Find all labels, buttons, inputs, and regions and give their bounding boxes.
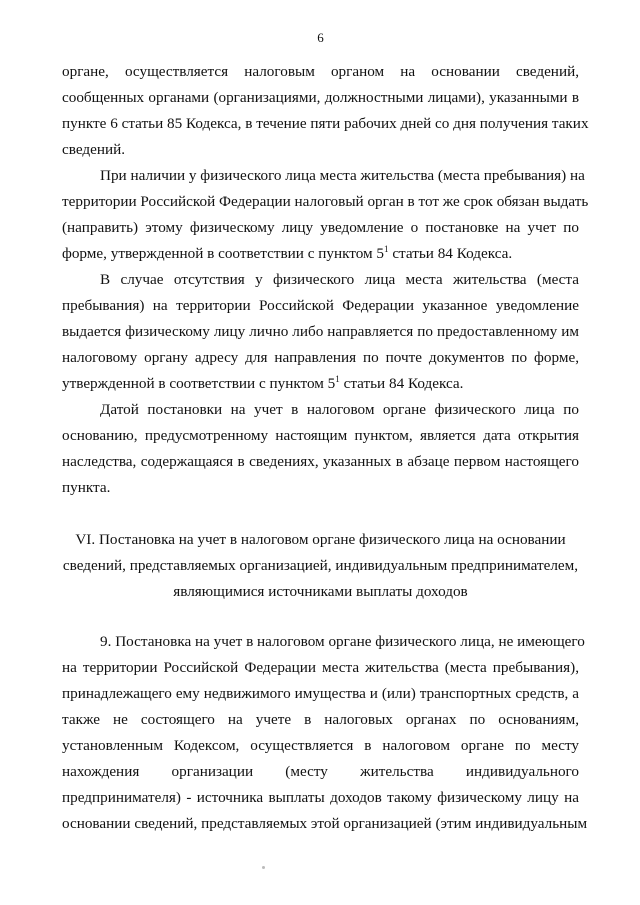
text-fragment: форме, утвержденной в соответствии с пунктом 5: [62, 245, 385, 262]
text-line: нахождения организации (месту жительства индивидуального: [62, 763, 579, 780]
text-line: на территории Российской Федерации места жительства (места пребывания),: [62, 659, 579, 676]
heading-line: сведений, представляемых организацией, индивидуальным предпринимателем,: [62, 557, 579, 574]
text-line: (направить) этому физическому лицу уведомление о постановке на учет по: [62, 219, 579, 236]
document-page: [62, 0, 589, 905]
text-line: 9. Постановка на учет в налоговом органе физического лица, не имеющего: [100, 633, 585, 650]
text-line: сообщенных органами (организациями, должностными лицами), указанными в: [62, 89, 579, 106]
superscript: 1: [335, 374, 340, 384]
text-fragment: статьи 84 Кодекса.: [339, 375, 464, 392]
text-line: выдается физическому лицу лично либо направляется по предоставленному им: [62, 323, 579, 340]
text-line: налоговому органу адресу для направления по почте документов по форме,: [62, 349, 579, 366]
text-line: установленным Кодексом, осуществляется в налоговом органе по месту: [62, 737, 579, 754]
superscript: 1: [384, 244, 389, 254]
text-line: наследства, содержащаяся в сведениях, указанных в абзаце первом настоящего: [62, 453, 579, 470]
text-line: основанию, предусмотренному настоящим пунктом, является дата открытия: [62, 427, 579, 444]
text-line: пребывания) на территории Российской Федерации указанное уведомление: [62, 297, 579, 314]
text-line: основании сведений, представляемых этой организацией (этим индивидуальным: [62, 815, 588, 832]
text-line: также не состоящего на учете в налоговых органах по основаниям,: [62, 711, 579, 728]
text-line: предпринимателя) - источника выплаты доходов такому физическому лицу на: [62, 789, 579, 806]
text-line: [62, 244, 579, 264]
scan-speck: [262, 866, 265, 869]
text-line: органе, осуществляется налоговым органом на основании сведений,: [62, 63, 579, 80]
text-line: территории Российской Федерации налоговый орган в тот же срок обязан выдать: [62, 193, 589, 210]
text-line: При наличии у физического лица места жительства (места пребывания) на: [100, 167, 585, 184]
text-line: сведений.: [62, 141, 126, 158]
text-line: [62, 374, 579, 394]
heading-line: являющимися источниками выплаты доходов: [173, 583, 468, 600]
text-line: пункте 6 статьи 85 Кодекса, в течение пяти рабочих дней со дня получения таких: [62, 115, 589, 132]
text-line: В случае отсутствия у физического лица места жительства (места: [100, 271, 579, 288]
text-fragment: утвержденной в соответствии с пунктом 5: [62, 375, 336, 392]
text-line: принадлежащего ему недвижимого имущества и (или) транспортных средств, а: [62, 685, 579, 702]
text-line: пункта.: [62, 479, 111, 496]
page-number: 6: [317, 30, 324, 45]
heading-line: VI. Постановка на учет в налоговом органе физического лица на основании: [75, 531, 566, 548]
text-line: Датой постановки на учет в налоговом органе физического лица по: [100, 401, 579, 418]
text-fragment: статьи 84 Кодекса.: [388, 245, 513, 262]
